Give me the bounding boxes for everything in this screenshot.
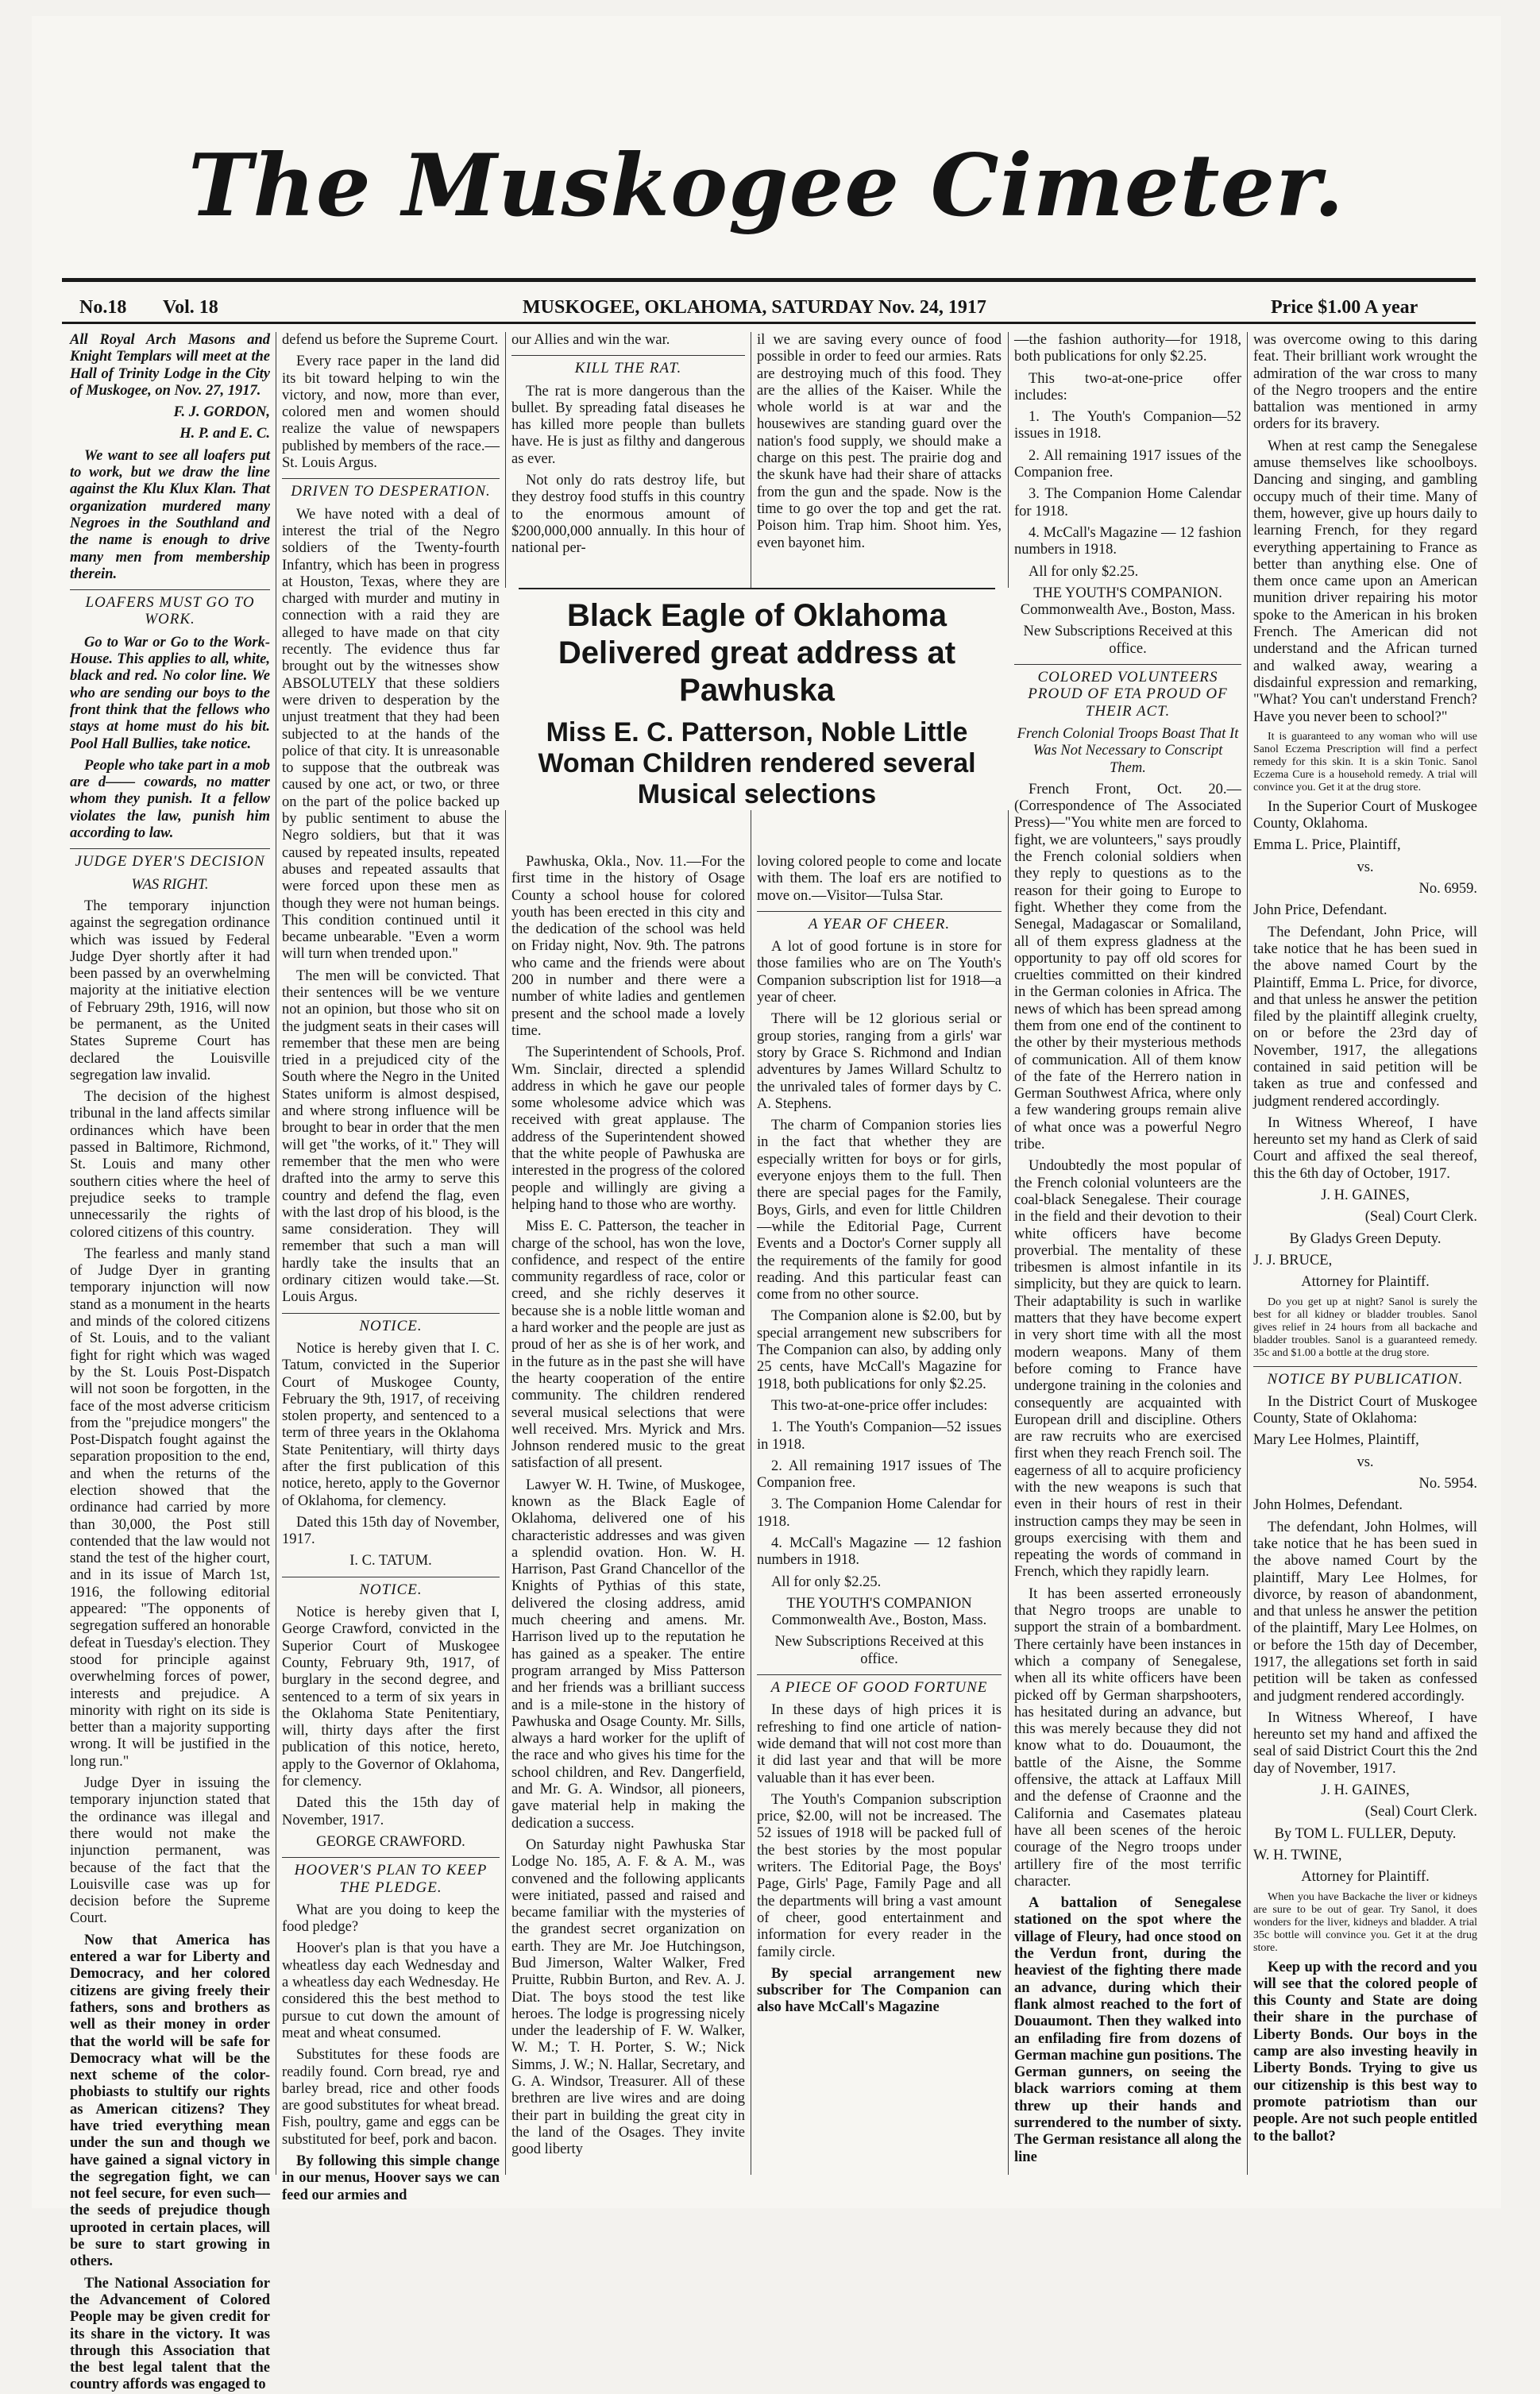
article-heading: COLORED VOLUNTEERS PROUD OF ETA PROUD OF THEIR ACT.	[1014, 664, 1241, 720]
article-heading: HOOVER'S PLAN TO KEEP THE PLEDGE.	[282, 1857, 500, 1896]
list-item: 1. The Youth's Companion—52 issues in 1918.	[1014, 409, 1241, 442]
column-6	[1253, 332, 1477, 2175]
article-paragraph: There will be 12 glorious serial or group stories, ranging from a girls' war story by Grace S. Richmond and Indian adventures by James Willard Schultz to the unrivaled tales of former days by C. A. Stephens.	[757, 1011, 1002, 1112]
article-paragraph: The Companion alone is $2.00, but by special arrangement new subscribers for The Companion can also, by adding only 25 cents, have McCall's Magazine for 1918, both publications for only $2.25.	[757, 1308, 1002, 1392]
article-paragraph: —the fashion authority—for 1918, both publications for only $2.25.	[1014, 332, 1241, 365]
legal-notice: In the District Court of Muskogee County, State of Oklahoma:	[1253, 1393, 1477, 1427]
article-paragraph: This two-at-one-price offer includes:	[771, 1397, 988, 1414]
article-paragraph: Notice is hereby given that I. C. Tatum, convicted in the Superior Court of Muskogee County, February the 9th, 1917, of receiving stolen property, and sentenced to a term of three years in the Oklahoma State Penitentiary, will thirty days after the first publication of this notice, hereto, apply to the Governor of Oklahoma, for clemency.	[282, 1340, 500, 1509]
article-paragraph: THE YOUTH'S COMPANION Commonwealth Ave., Boston, Mass.	[771, 1595, 987, 1629]
legal-signature: (Seal) Court Clerk.	[1364, 1209, 1477, 1226]
article-paragraph: It has been asserted erroneously that Negro troops are unable to support the strain of a bombardment. There certainly have been instances in which a company of Senegalese, when all its white officers have been picked off by German sharpshooters, has hesitated during an advance, but this was merely because they did not know what to do. Douaumont, the battle of the Aisne, the Somme offensive, the attack at Laffaux Mill and the defense of Craonne and the California and Casemates plateau have all been scenes of the heroic courage of the Negro troops under artillery fire of the most terrific character.	[1014, 1585, 1241, 1890]
legal-signature: By TOM L. FULLER, Deputy.	[1274, 1825, 1457, 1842]
legal-notice: vs.	[1357, 1454, 1374, 1470]
article-paragraph: Dated this the 15th day of November, 1917.	[282, 1795, 500, 1828]
legal-signature: J. H. GAINES,	[1321, 1187, 1410, 1204]
legal-notice: In the Superior Court of Muskogee County, Oklahoma.	[1253, 798, 1477, 832]
column-2	[282, 332, 500, 2203]
article-heading: NOTICE.	[282, 1313, 500, 1334]
article-paragraph: All for only $2.25.	[1029, 563, 1139, 580]
legal-notice: vs.	[1357, 859, 1374, 875]
top-rule	[62, 278, 1476, 282]
article-paragraph: loving colored people to come and locate with them. The loaf ers are notified to move on.—Visitor—Tulsa Star.	[757, 854, 1002, 904]
article-paragraph: All for only $2.25.	[771, 1573, 882, 1590]
column-4-top	[757, 332, 1002, 570]
article-paragraph: Undoubtedly the most popular of the French colonial volunteers are the coal-black Senegalese. Their courage in the field and their devotion to their white officers have become proverbial. The mentality of these tribesmen is almost infantile in its simplicity, but they are quick to learn. Their adaptability is such in warlike matters that they have become expert in very short time with all the most modern weapons. Many of them before coming to France have undergone training in the colonies and consequently are acquainted with European drill and discipline. Others are raw recruits who are exercised first when they reach French soil. The eagerness of all to acquire proficiency with the new weapons is such that even in their hours of rest in their instruction camps they may be seen in groups exercising with them and repeating the words of command in French, which they rapidly learn.	[1014, 1158, 1241, 1581]
article-paragraph: The Superintendent of Schools, Prof. Wm. Sinclair, directed a splendid address in which he gave our people some wholesome advice which was received with great applause. The address of the Superintendent showed that the white people of Pawhuska are interested in the progress of the colored people and willingly are giving a helping hand to those who are worthy.	[511, 1044, 745, 1213]
article-paragraph: Pawhuska, Okla., Nov. 11.—For the first time in the history of Osage County a school house for colored youth has been erected in this city and the dedication of the school was held on Friday night, Nov. 9th. The patrons who came and the friends were about 200 in number and there were a number of white ladies and gentlemen present and the school made a lovely time.	[511, 854, 745, 1039]
legal-notice: John Price, Defendant.	[1253, 902, 1388, 919]
article-subheading: French Colonial Troops Boast That It Was Not Necessary to Conscript Them.	[1017, 725, 1239, 776]
legal-signature: Attorney for Plaintiff.	[1301, 1869, 1430, 1886]
article-paragraph: il we are saving every ounce of food possible in order to feed our armies. Rats are destroying much of this food. They are the allies of the Kaiser. While the whole world is at war and the housewives are standing guard over the nation's food supply, we should make a charge on this pest. The prairie dog and the skunk have had their share of attacks from the gun and the spade. Now is the time to go over the top and get the rat. Poison him. Trap him. Shoot him. Yes, even bayonet him.	[757, 332, 1002, 551]
feature-subhead: Miss E. C. Patterson, Noble Little Woman Children rendered several Musical selections	[538, 717, 976, 809]
article-paragraph: Every race paper in the land did its bit toward helping to win the victory, and now, more than ever, colored men and women should realize the value of newspapers published by members of the race.—St. Louis Argus.	[282, 353, 500, 472]
article-paragraph: our Allies and win the war.	[511, 332, 670, 348]
feature-headline: Black Eagle of Oklahoma Delivered great address at Pawhuska	[558, 598, 956, 708]
klan-editorial: We want to see all loafers put to work, but we draw the line against the Klu Klux Klan. That organization murdered many Negroes in the Southland and the name is enough to drive many men from membership therein.	[70, 447, 270, 582]
column-5	[1014, 332, 1241, 2175]
list-item: 4. McCall's Magazine — 12 fashion numbers in 1918.	[1014, 524, 1241, 558]
list-item: 3. The Companion Home Calendar for 1918.	[1014, 486, 1241, 519]
subscription-price: Price $1.00 A year	[1271, 297, 1418, 318]
advertisement: It is guaranteed to any woman who will use Sanol Eczema Prescription will find a perfect remedy for this skin. It is a skin Tonic. Sanol Eczema Cure is a household remedy. A trial will convince you. Get it at the drug store.	[1253, 730, 1477, 793]
article-paragraph: A lot of good fortune is in store for those families who are on The Youth's Companion subscription list for 1918—a year of cheer.	[757, 939, 1002, 1006]
article-paragraph: Keep up with the record and you will see that the colored people of this County and State are doing their share in the purchase of Liberty Bonds. Our boys in the camp are also investing heavily in Liberty Bonds. Trying to give us our citizenship is this best way to promote patriotism than our people. Are not such people entitled to the ballot?	[1253, 1959, 1477, 2145]
newspaper-page	[32, 16, 1501, 2393]
masthead-title: The Muskogee Cimeter.	[188, 136, 1345, 236]
article-heading: NOTICE.	[282, 1577, 500, 1598]
article-paragraph: Miss E. C. Patterson, the teacher in charge of the school, has won the love, confidence, and respect of the entire community regardless of race, color or creed, and she richly deserves it because she is a noble little woman and a hard worker and the people are just as proud of her as she is of her work, and in the future as in the past she will have the hearty cooperation of the entire community. The children rendered several musical selections that were well received. Mrs. Myrick and Mrs. Johnson rendered music to the great satisfaction of all present.	[511, 1218, 745, 1472]
loafers-text: Go to War or Go to the Work-House. This applies to all, white, black and red. No color line. We who are sending our boys to the front think that the fellows who stays at home must do his bit. Pool Hall Bullies, take notice.	[70, 634, 270, 752]
article-paragraph: Hoover's plan is that you have a wheatless day each Wednesday and a wheatless day each Wednesday. He considered this the best method to pursue to cut down the amount of meat and wheat consumed.	[282, 1940, 500, 2041]
legal-notice: In Witness Whereof, I have hereunto set my hand and affixed the seal of said District Court this the 2nd day of November, 1917.	[1253, 1709, 1477, 1777]
article-paragraph: The rat is more dangerous than the bullet. By spreading fatal diseases he has killed more people than bullets have. He is just as filthy and dangerous as ever.	[511, 383, 745, 467]
column-rule	[1247, 332, 1248, 2175]
article-paragraph: The men will be convicted. That their sentences will be we venture not an opinion, but those who sit on the judgment seats in their cases will remember that these men are being tried in a prejudiced city of the South where the Negro in the United States uniform is almost despised, and where strong influence will be brought to bear in order that the men will get "the works, of it." They will remember that the men who were drafted into the army to serve this country and defend the flag, even with the last drop of his blood, is the same consideration. They will remember that such a man will hardly take the insults that an ordinary citizen would take.—St. Louis Argus.	[282, 967, 500, 1306]
legal-notice: The Defendant, John Price, will take notice that he has been sued in the above named Court by the Plaintiff, Emma L. Price, for divorce, and that unless he answer the petition filed by the plaintiff allegink cruelty, on or before the 23rd day of November, 1917, the allegations contained in said petition will be taken as true and confessed and judgment rendered accordingly.	[1253, 924, 1477, 1110]
article-paragraph: Not only do rats destroy life, but they destroy food stuffs in this country to the enormous amount of $200,000,000 annually. In this hour of national per-	[511, 473, 745, 557]
legal-notice: No. 5954.	[1418, 1476, 1477, 1492]
article-paragraph: On Saturday night Pawhuska Star Lodge No. 185, A. F. & A. M., was convened and the following applicants were initiated, passed and raised and became familiar with the mysteries of the grandest secret organization on earth. They are Mr. Joe Hutchingson, Bud Jimerson, Walter Walker, Fred Pruitte, Rubbin Burton, and Rev. A. J. Diat. The boys stood the test like heroes. The lodge is progressing nicely under the leadership of F. W. Walker, W. M.; T. H. Porter, S. W.; Nick Simms, J. W.; N. Hallar, Secretary, and G. A. Windsor, Treasurer. All of these brethren are live wires and are doing their part in building the great city in the land of the Osages. They invite good liberty	[511, 1836, 745, 2158]
article-paragraph: The fearless and manly stand of Judge Dyer in granting temporary injunction will now stand as a monument in the hearts and minds of the colored citizens of St. Louis, and to the valiant fight for right which was waged by the St. Louis Post-Dispatch will not soon be forgotten, in the face of the most adverse criticism from the "prejudice mongers" the Post-Dispatch fought against the separation proposition to the end, and when the returns of the election showed that the ordinance had carried by more than 30,000, the Post still contended that the law would not stand the test of the higher court, and in its issue of March 1st, 1916, the following editorial appeared: "The opponents of segregation suffered an honorable defeat in Tuesday's election. They stood for principle against overwhelming forces of power, interests and prejudice. A minority with right on its side is better than a majority supporting wrong. It will be justified in the long run."	[70, 1245, 270, 1770]
legal-signature: W. H. TWINE,	[1253, 1847, 1342, 1863]
list-item: 1. The Youth's Companion—52 issues in 1918.	[757, 1419, 1002, 1453]
article-paragraph: Now that America has entered a war for Liberty and Democracy, and her colored citizens are giving freely their fathers, sons and brothers as well as their money in order that the world will be safe for Democracy what will be the next scheme of the color-phobiasts to stultify our rights as American citizens? They have tried everything mean under the sun and though we have gained a signal victory in the segregation fight, we can not feel secure, for even such—the seeds of prejudice though uprooted in certain places, will be sure to start growing in others.	[70, 1932, 270, 2270]
article-heading: LOAFERS MUST GO TO WORK.	[70, 589, 270, 628]
legal-notice: The defendant, John Holmes, will take notice that he has been sued in the above named Court by the plaintiff, Mary Lee Holmes, for divorce, by reason of abandonment, and that unless he answer the petition of the plaintiff, Mary Lee Holmes, on or before the 15th day of December, 1917, the allegations set forth in said petition will be taken as confessed and judgment rendered accordingly.	[1253, 1519, 1477, 1705]
article-paragraph: Judge Dyer in issuing the temporary injunction stated that the ordinance was illegal and there would not make the injunction permanent, was because of the fact that the Louisville case was up for decision before the Supreme Court.	[70, 1775, 270, 1927]
notice-signature: GEORGE CRAWFORD.	[316, 1833, 465, 1850]
column-3-top	[511, 332, 745, 570]
article-paragraph: By special arrangement new subscriber for The Companion can also have McCall's Magazine	[757, 1965, 1002, 2016]
notice-signature: H. P. and E. C.	[179, 426, 270, 442]
article-paragraph: In these days of high prices it is refreshing to find one article of nation-wide demand that will not cost more than it did last year and that will be more valuable than it has ever been.	[757, 1702, 1002, 1786]
place-date: MUSKOGEE, OKLAHOMA, SATURDAY Nov. 24, 1917	[523, 297, 986, 318]
article-paragraph: Substitutes for these foods are readily found. Corn bread, rye and barley bread, rice and other foods are good substitutes for wheat bread. Fish, poultry, game and eggs can be substituted for beef, pork and bacon.	[282, 2047, 500, 2148]
article-paragraph: A battalion of Senegalese stationed on the spot where the village of Fleury, had once stood on the Verdun front, during the heaviest of the fighting there made an advance, during which their flank almost reached to the fort of Douaumont. Then they walked into an enfilading fire from dozens of German machine gun positions. The German gunners, on seeing the black warriors coming at them threw up their hands and surrendered to the number of sixty. The German resistance all along the line	[1014, 1895, 1241, 2165]
legal-signature: By Gladys Green Deputy.	[1289, 1230, 1442, 1247]
article-paragraph: New Subscriptions Received at this office.	[774, 1634, 984, 1667]
article-paragraph: Dated this 15th day of November, 1917.	[282, 1514, 500, 1548]
feature-headline-block	[505, 588, 1009, 810]
article-heading: KILL THE RAT.	[511, 355, 745, 376]
article-heading: JUDGE DYER'S DECISION	[70, 848, 270, 870]
article-paragraph: What are you doing to keep the food pledge?	[282, 1902, 500, 1936]
legal-signature: Attorney for Plaintiff.	[1301, 1274, 1430, 1291]
column-1	[70, 332, 270, 2393]
article-heading: A PIECE OF GOOD FORTUNE	[757, 1674, 1002, 1696]
article-paragraph: The National Association for the Advancement of Colored People may be given credit for its share in the victory. It was through this Association that the best legal talent that the country affords was engaged to	[70, 2275, 270, 2393]
notice-signature: F. J. GORDON,	[173, 404, 270, 421]
volume-number: Vol. 18	[163, 297, 218, 318]
legal-notice: In Witness Whereof, I have hereunto set my hand as Clerk of said Court and affixed the seal thereof, this the 6th day of October, 1917.	[1253, 1114, 1477, 1182]
article-paragraph: Notice is hereby given that I, George Crawford, convicted in the Superior Court of Muskogee County, February 9th, 1917, of burglary in the second degree, and sentenced to a term of six years in the Oklahoma State Penitentiary, will, thirty days after the first publication of this notice, hereto, apply to the Governor of Oklahoma, for clemency.	[282, 1604, 500, 1790]
article-paragraph: French Front, Oct. 20.—(Correspondence of The Associated Press)—"You white men are forced to fight, we are volunteers," says proudly the French colonial soldiers when they reply to questions as to the reason for their going to Europe to fight. Whether they come from the Senegal, Madagascar or Somaliland, all of them express gladness at the opportunity to pay off old scores for cruelties committed on their kindred in the German colonies in Africa. The news of which has been spread among them from one end of the continent to the other by their mysterious methods of communication. All of them know of the fate of the Herrero nation in German Southwest Africa, where only a few wandering groups remain alive of what once was a powerful Negro tribe.	[1014, 781, 1241, 1153]
list-item: 2. All remaining 1917 issues of The Companion free.	[757, 1458, 1002, 1492]
article-paragraph: THE YOUTH'S COMPANION. Commonwealth Ave., Boston, Mass.	[1020, 585, 1236, 619]
legal-signature: J. H. GAINES,	[1321, 1782, 1410, 1799]
column-4-bottom	[757, 854, 1002, 2176]
article-heading: NOTICE BY PUBLICATION.	[1253, 1366, 1477, 1388]
masons-notice: All Royal Arch Masons and Knight Templars will meet at the Hall of Trinity Lodge in the City of Muskogee, on Nov. 27, 1917.	[70, 332, 270, 399]
article-paragraph: The decision of the highest tribunal in the land affects similar ordinances which have been passed in Baltimore, Richmond, St. Louis and many other southern cities where the heel of prejudice seeks to trample unnecessarily the rights of colored citizens of this country.	[70, 1089, 270, 1241]
legal-notice: Emma L. Price, Plaintiff,	[1253, 837, 1401, 854]
advertisement: When you have Backache the liver or kidneys are sure to be out of gear. Try Sanol, it does wonders for the liver, kidneys and bladder. A trial 35c bottle will convince you. Get it at the drug store.	[1253, 1890, 1477, 1954]
article-paragraph: New Subscriptions Received at this office.	[1023, 624, 1233, 657]
article-heading: WAS RIGHT.	[131, 876, 209, 893]
article-paragraph: was overcome owing to this daring feat. Their brilliant work wrought the admiration of the war cross to many of the Negro troopers and the entire battalion was mentioned in army orders for its bravery.	[1253, 332, 1477, 433]
legal-notice: John Holmes, Defendant.	[1253, 1497, 1403, 1514]
article-paragraph: We have noted with a deal of interest the trial of the Negro soldiers of the Twenty-fourth Infantry, which has been in progress at Houston, Texas, where they are charged with murder and mutiny in connection with a raid they are alleged to have made on that city recently. The evidence thus far brought out by the witnesses show ABSOLUTELY that these soldiers were driven to desperation by the unjust treatment that they had been subjected to at the hands of the police of that city. It is unreasonable to suppose that the outbreak was caused by one act, or two, or three on the part of the police backed up by public sentiment to abuse the Negro soldiers, but that it was caused by repeated insults, repeated abuses and repeated assaults that were forced upon these men as though they were not human beings. This condition continued until it became unbearable. "Even a worm will turn when trended upon."	[282, 506, 500, 963]
column-3-bottom	[511, 854, 745, 2176]
mob-text: People who take part in a mob are d—— cowards, no matter whom they punish. It a fellow violates the law, punish him according to law.	[70, 757, 270, 842]
headline-rule	[519, 588, 995, 589]
article-paragraph: The temporary injunction against the segregation ordinance which was issued by Federal Judge Dyer shortly after it had been passed by an overwhelming majority at the initiative election of February 29th, 1916, will now be permanent, as the United States Supreme Court has declared the Louisville segregation law invalid.	[70, 898, 270, 1083]
article-paragraph: The Youth's Companion subscription price, $2.00, will not be increased. The 52 issues of 1918 will be packed full of the best stories by the most popular writers. The Editorial Page, the Boys' Page, Girls' Page, Family Page and all the departments will bring a vast amount of cheer, good entertainment and information for every reader in the family circle.	[757, 1791, 1002, 1960]
article-paragraph: The charm of Companion stories lies in the fact that whether they are especially written for boys or for girls, everyone enjoys them to the full. Then there are special pages for the Family, Boys, Girls, and even for little Children—while the Editorial Page, Current Events and a Doctor's Corner supply all the requirements of the family for good reading. And this particular feast can come from no other source.	[757, 1118, 1002, 1303]
legal-notice: No. 6959.	[1418, 881, 1477, 898]
list-item: 3. The Companion Home Calendar for 1918.	[757, 1496, 1002, 1530]
dateline	[64, 294, 1477, 326]
notice-signature: I. C. TATUM.	[349, 1553, 432, 1570]
article-paragraph: When at rest camp the Senegalese amuse themselves like schoolboys. Dancing and singing, and gambling occupy much of their time. Many of them, however, give up hours daily to learning French, for they regard everything appertaining to France as better than anything else. One of them once came upon an American munition driver repairing his motor spoke to the American in his broken French. The American did not understand and the African turned and walked away, wearing a disdainful expression and remarking, "What? You can't understand French? Have you never been to school?"	[1253, 438, 1477, 725]
article-paragraph: By following this simple change in our menus, Hoover says we can feed our armies and	[282, 2153, 500, 2203]
article-paragraph: defend us before the Supreme Court.	[282, 332, 499, 348]
article-paragraph: Lawyer W. H. Twine, of Muskogee, known as the Black Eagle of Oklahoma, delivered one of his characteristic addresses and was given a splendid ovation. Hon. W. H. Harrison, Past Grand Chancellor of the Knights of Pythias of this state, delivered the closing address, amid much cheering and amens. Mr. Harrison lived up to the reputation he has gained as a speaker. The entire program arranged by Miss Patterson and her friends was a brilliant success and is a mile-stone in the history of Pawhuska and Osage County. Mr. Sills, always a hard worker for the uplift of the race and who gives his time for the school children, and Rev. Dangerfield, and Mr. G. A. Windsor, all pioneers, gave material help in making the dedication a success.	[511, 1477, 745, 1832]
legal-notice: Mary Lee Holmes, Plaintiff,	[1253, 1432, 1419, 1449]
article-heading: A YEAR OF CHEER.	[757, 911, 1002, 933]
issue-number: No.18	[79, 297, 127, 318]
legal-signature: J. J. BRUCE,	[1253, 1252, 1333, 1268]
bottom-rule	[62, 322, 1476, 324]
advertisement: Do you get up at night? Sanol is surely the best for all kidney or bladder troubles. Sanol gives relief in 24 hours from all backache and bladder troubles. Sanol is a guaranteed remedy. 35c and $1.00 a bottle at the drug store.	[1253, 1295, 1477, 1359]
article-paragraph: This two-at-one-price offer includes:	[1014, 370, 1241, 404]
list-item: 4. McCall's Magazine — 12 fashion numbers in 1918.	[757, 1535, 1002, 1569]
legal-signature: (Seal) Court Clerk.	[1364, 1804, 1477, 1821]
list-item: 2. All remaining 1917 issues of the Companion free.	[1014, 447, 1241, 481]
article-heading: DRIVEN TO DESPERATION.	[282, 478, 500, 500]
